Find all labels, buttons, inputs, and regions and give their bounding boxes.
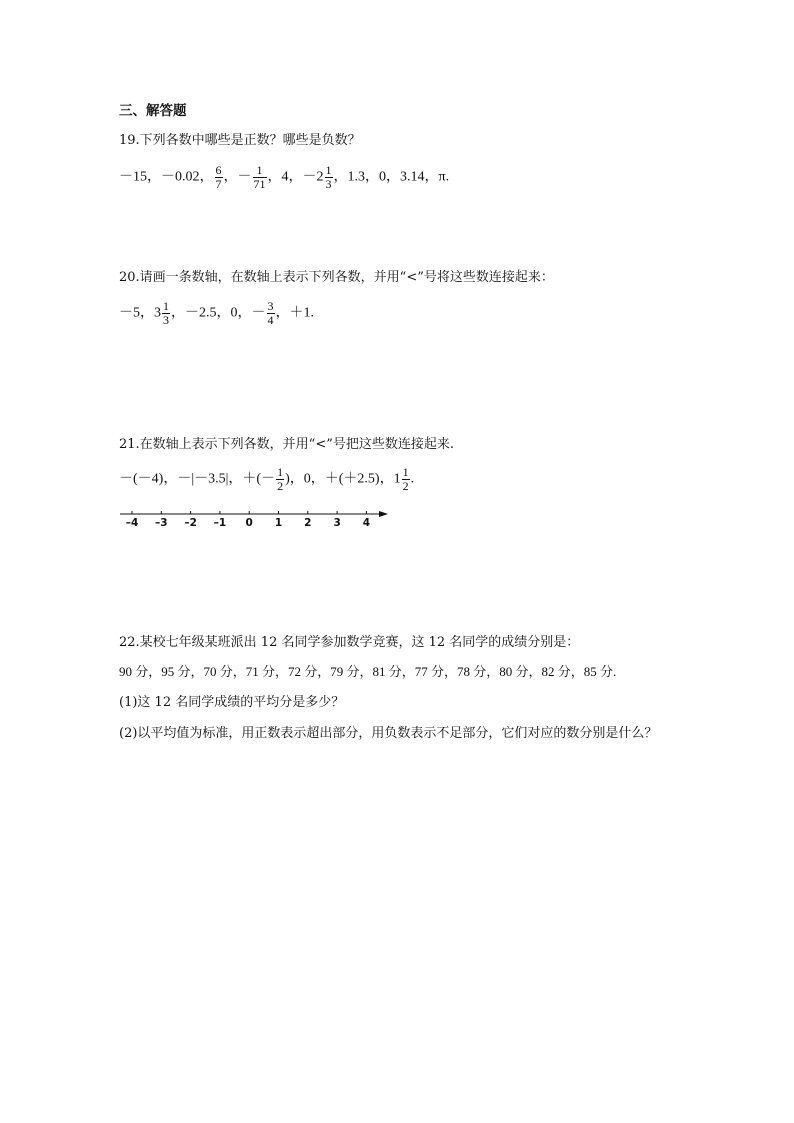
number-line-arrow-icon	[379, 511, 388, 517]
q19-stem: 19.下列各数中哪些是正数？哪些是负数？	[119, 133, 361, 148]
q20-seg2: ，－2.5，0，－	[171, 305, 266, 321]
q19-seg2: ，－	[223, 169, 252, 185]
q21-seg3: .	[410, 471, 415, 487]
q21-fraction-2: $\frac{1}{2}$	[402, 465, 409, 493]
number-line-tick-label: 4	[362, 517, 371, 529]
number-line-tick-label: –4	[125, 517, 139, 529]
q21-numbers	[119, 466, 414, 493]
number-line-tick-label: 3	[333, 517, 341, 529]
q20-seg3: ，＋1.	[275, 305, 314, 321]
q19-seg4: ，1.3，0，3.14，π.	[333, 169, 450, 185]
number-line-tick-label: 0	[245, 517, 253, 529]
q20-fraction-2: $\frac{3}{4}$	[267, 299, 274, 327]
number-line-tick-label: –3	[155, 517, 168, 529]
q22-part1: (1)这 12 名同学成绩的平均分是多少？	[119, 695, 345, 710]
q21-stem: 21.在数轴上表示下列各数，并用“<”号把这些数连接起来.	[119, 437, 454, 452]
q22-part2: (2)以平均值为标准，用正数表示超出部分，用负数表示不足部分，它们对应的数分别是什么？	[119, 726, 658, 741]
q19-fraction-3: $\frac{1}{3}$	[325, 163, 332, 191]
q19-fraction-2: $\frac{1}{71}$	[253, 163, 266, 191]
number-line-tick-label: –2	[184, 517, 197, 529]
q21-seg2: )，0，＋(＋2.5)，1	[285, 471, 401, 487]
q19-seg1: －15，－0.02，	[119, 169, 214, 185]
q22-stem: 22.某校七年级某班派出 12 名同学参加数学竞赛，这 12 名同学的成绩分别是：	[119, 635, 580, 650]
q21-seg1: －(－4)，－|－3.5|，＋(－	[119, 471, 276, 487]
number-line	[118, 508, 398, 532]
q19-fraction-1: $\frac{6}{7}$	[215, 163, 222, 191]
q22-scores: 90 分，95 分，70 分，71 分，72 分，79 分，81 分，77 分，78 分，80 分，82 分，85 分.	[119, 664, 617, 679]
q20-seg1: －5，3	[119, 305, 161, 321]
q19-numbers	[119, 164, 449, 191]
number-line-tick-label: 2	[304, 517, 312, 529]
q19-seg3: ，4，－2	[267, 169, 324, 185]
q20-numbers	[119, 300, 314, 327]
number-line-tick-label: 1	[274, 517, 283, 529]
section-title: 三、解答题	[119, 103, 187, 119]
q21-fraction-1: $\frac{1}{2}$	[277, 465, 284, 493]
number-line-tick-label: –1	[213, 517, 227, 529]
q20-fraction-1: $\frac{1}{3}$	[163, 299, 169, 327]
q20-stem: 20.请画一条数轴，在数轴上表示下列各数，并用“<”号将这些数连接起来：	[119, 270, 554, 285]
